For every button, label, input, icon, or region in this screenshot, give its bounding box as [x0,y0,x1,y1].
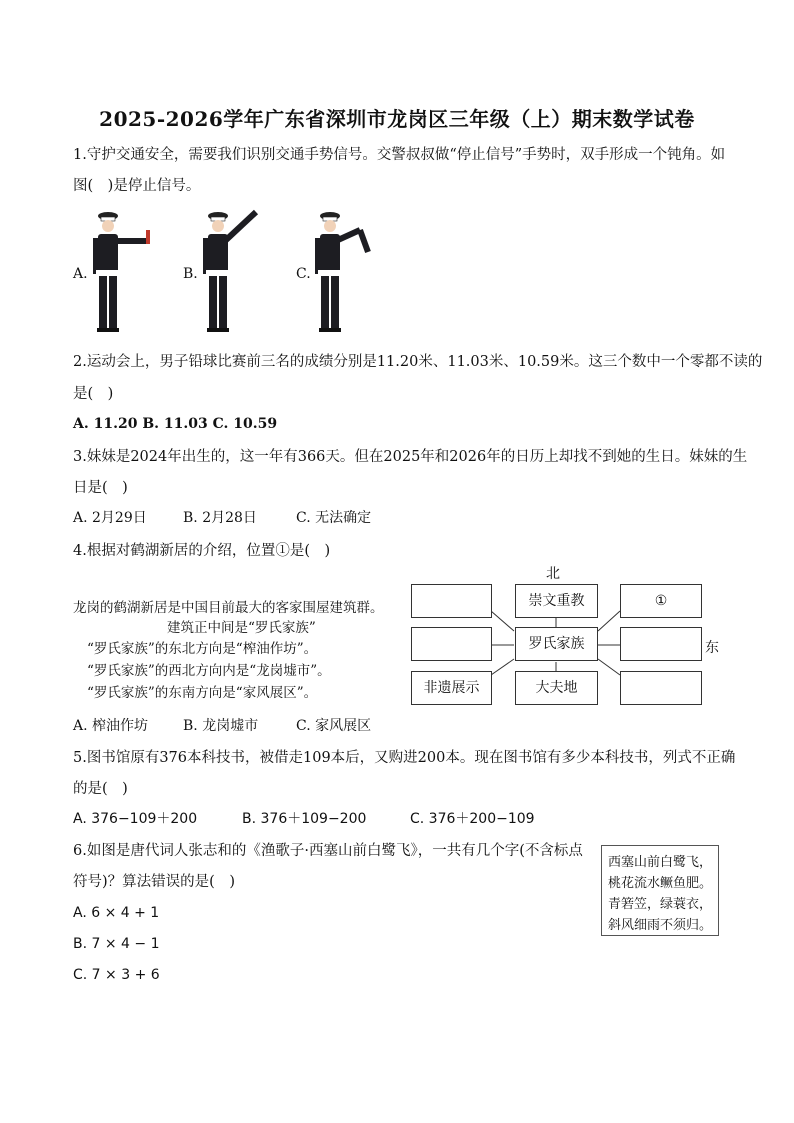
q4-option-b: B. 龙岗墟市 [183,718,259,734]
q4-map-box-east [620,627,702,661]
q4-intro-line3: “罗氏家族”的东北方向是“榨油作坊”。 [87,641,318,657]
q4-text-line1: 4.根据对鹤湖新居的介绍，位置①是( ) [73,543,331,559]
page-title: 2025-2026学年广东省深圳市龙岗区三年级（上）期末数学试卷 [99,107,695,131]
q4-option-a: A. 榨油作坊 [73,718,149,734]
q3-option-b: B. 2月28日 [183,510,257,526]
q3-option-a: A. 2月29日 [73,510,147,526]
q1-text-line2: 图( )是停止信号。 [73,178,201,194]
q4-option-c: C. 家风展区 [296,718,372,734]
q6-poem-line2: 桃花流水鳜鱼肥。 [608,876,713,891]
q4-intro-line5: “罗氏家族”的东南方向是“家风展区”。 [87,685,318,701]
q3-option-c: C. 无法确定 [296,510,372,526]
traffic-officer-c-figure [308,208,380,336]
q1-option-b-label: B. [183,266,198,282]
q4-map-box-northeast: ① [620,584,702,618]
traffic-officer-b-figure [196,208,268,336]
q4-map-box-southeast [620,671,702,705]
q3-text-line1: 3.妹妹是2024年出生的，这一年有366天。但在2025年和2026年的日历上却找不到她的生日。妹妹的生 [73,449,748,465]
q6-poem-line1: 西塞山前白鹭飞， [608,855,713,870]
q6-option-c: C. 7 × 3 + 6 [73,967,160,983]
q6-option-b: B. 7 × 4 − 1 [73,936,160,952]
q6-poem-box [601,845,719,936]
q4-intro-line1: 龙岗的鹤湖新居是中国目前最大的客家围屋建筑群。 [73,600,384,616]
q6-poem-line4: 斜风细雨不须归。 [608,918,713,933]
q4-map-box-north: 崇文重教 [515,584,598,618]
q3-text-line2: 日是( ) [73,480,128,496]
q2-options: A. 11.20 B. 11.03 C. 10.59 [73,416,278,432]
q5-option-b: B. 376＋109−200 [242,811,367,827]
q5-option-a: A. 376−109＋200 [73,811,198,827]
q4-map-north-label: 北 [546,566,560,582]
traffic-officer-a-figure [86,208,158,336]
q6-option-a: A. 6 × 4 + 1 [73,905,160,921]
q4-intro-line4: “罗氏家族”的西北方向内是“龙岗墟市”。 [87,663,331,679]
q4-map-east-label: 东 [705,640,719,656]
q5-text-line2: 的是( ) [73,781,128,797]
q1-option-c-label: C. [296,266,311,282]
q6-text-line1: 6.如图是唐代词人张志和的《渔歌子·西塞山前白鹭飞》，一共有几个字(不含标点 [73,843,583,859]
q4-intro-line2: 建筑正中间是“罗氏家族” [167,620,316,636]
q5-text-line1: 5.图书馆原有376本科技书，被借走109本后，又购进200本。现在图书馆有多少本科技书，列式不正确 [73,750,736,766]
q6-text-line2: 符号)？算法错误的是( ) [73,874,235,890]
q4-map-box-southwest: 非遗展示 [411,671,492,705]
q4-map-box-west [411,627,492,661]
q2-text-line1: 2.运动会上，男子铅球比赛前三名的成绩分别是11.20米、11.03米、10.59米。这三个数中一个零都不读的 [73,354,763,370]
q4-map-box-northwest [411,584,492,618]
q2-text-line2: 是( ) [73,386,114,402]
q4-map-box-south: 大夫地 [515,671,598,705]
q4-map-box-center: 罗氏家族 [515,627,598,661]
q5-option-c: C. 376＋200−109 [410,811,535,827]
q1-text-line1: 1.守护交通安全，需要我们识别交通手势信号。交警叔叔做“停止信号”手势时，双手形成一个钝角。如 [73,147,726,163]
q1-option-a-label: A. [73,266,88,282]
q6-poem-line3: 青箬笠，绿蓑衣， [608,897,713,912]
